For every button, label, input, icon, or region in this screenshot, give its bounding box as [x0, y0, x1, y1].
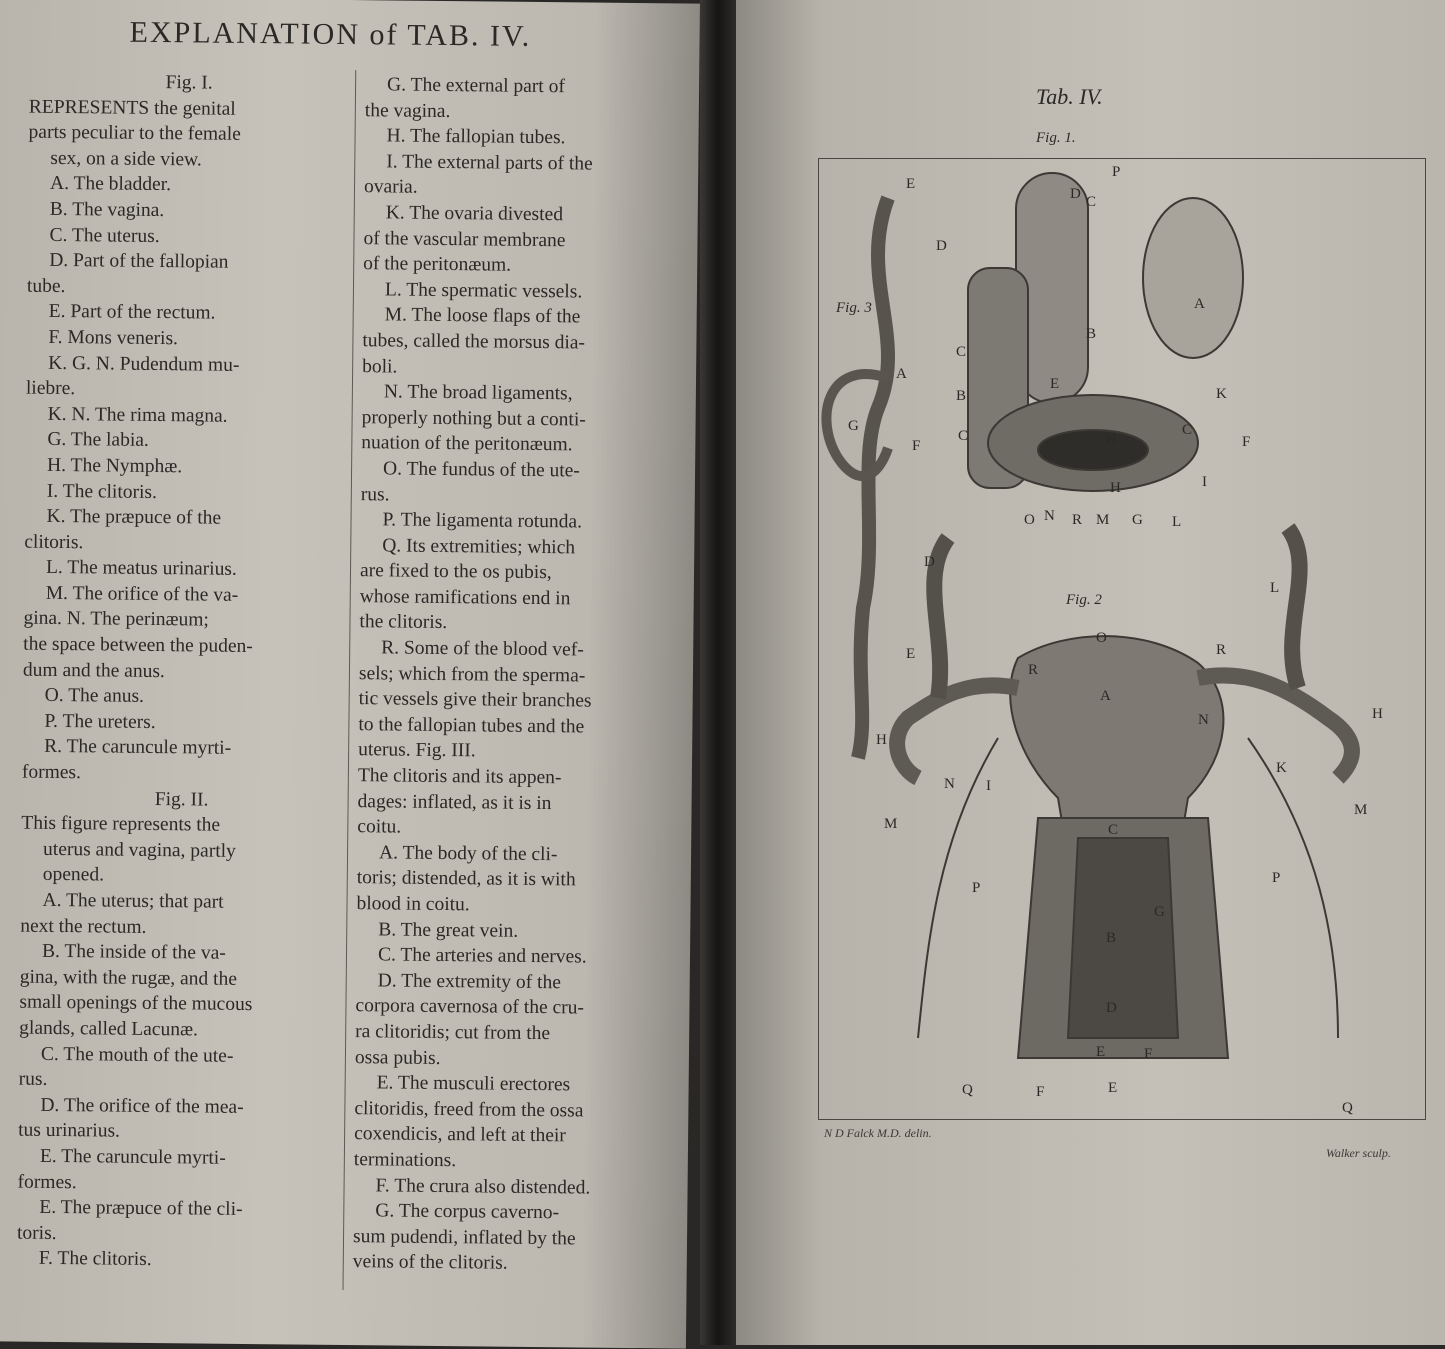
- plate-letter: L: [1270, 580, 1280, 596]
- text-line: Fig. II.: [154, 788, 209, 811]
- text-line: gina. N. The perinæum;: [23, 608, 210, 632]
- text-line: tic vessels give their branches: [358, 688, 592, 712]
- credit-delineator: N D Falck M.D. delin.: [824, 1126, 932, 1140]
- fig2-vagina-inner: [1068, 838, 1178, 1038]
- text-line: This figure represents the: [21, 812, 221, 836]
- text-line: C. The arteries and nerves.: [377, 944, 587, 968]
- plate-letter: I: [986, 778, 991, 794]
- plate-letter: D: [1070, 186, 1081, 202]
- text-line: glands, called Lacunæ.: [19, 1017, 199, 1041]
- fig1-orifice: [1038, 430, 1148, 470]
- plate-title: Tab. IV.: [1036, 84, 1103, 109]
- plate-letter: C: [958, 428, 969, 444]
- plate-letter: Q: [962, 1082, 973, 1098]
- explanation-column-1: [17, 69, 350, 1275]
- plate-letter: A: [1100, 688, 1111, 704]
- text-line: dages: inflated, as it is in: [357, 790, 552, 814]
- text-line: coxendicis, and left at their: [354, 1123, 566, 1147]
- text-line: small openings of the mucous: [19, 991, 253, 1016]
- fig1-bladder: [1143, 198, 1243, 358]
- text-line: F. The crura also distended.: [375, 1174, 591, 1199]
- text-line: R. Some of the blood vef-: [381, 637, 584, 661]
- text-line: E. The musculi erectores: [376, 1072, 571, 1096]
- plate-letter: M: [884, 816, 898, 832]
- text-line: opened.: [42, 864, 105, 886]
- plate-letter: H: [1110, 480, 1121, 496]
- text-line: sum pudendi, inflated by the: [352, 1225, 576, 1250]
- book-gutter: [700, 0, 736, 1345]
- text-line: The clitoris and its appen-: [357, 765, 562, 789]
- plate-letter: R: [1072, 512, 1083, 528]
- text-line: corpora cavernosa of the cru-: [355, 995, 585, 1019]
- text-line: C. The uterus.: [49, 224, 160, 247]
- fig1-label: Fig. 1.: [1036, 130, 1076, 146]
- plate-letter: B: [1086, 326, 1097, 342]
- text-line: ra clitoridis; cut from the: [355, 1021, 551, 1045]
- text-line: coitu.: [357, 816, 402, 838]
- text-line: rus.: [360, 483, 390, 505]
- text-line: REPRESENTS the genital: [28, 96, 236, 120]
- text-line: R. The caruncule myrti-: [44, 736, 232, 760]
- text-line: K. The ovaria divested: [385, 202, 564, 226]
- right-page: [736, 0, 1445, 1345]
- text-line: clitoris.: [24, 531, 84, 553]
- text-line: whose ramifications end in: [359, 586, 571, 610]
- text-line: terminations.: [353, 1149, 457, 1172]
- text-line: E. Part of the rectum.: [48, 301, 216, 324]
- plate-letter: F: [912, 438, 921, 454]
- text-line: N. The broad ligaments,: [383, 381, 573, 405]
- text-line: sex, on a side view.: [50, 147, 202, 171]
- plate-letter: O: [1096, 630, 1107, 646]
- text-line: next the rectum.: [20, 915, 147, 938]
- plate-letter: P: [1112, 164, 1121, 180]
- plate-letter: E: [906, 176, 916, 192]
- text-line: of the vascular membrane: [363, 227, 566, 251]
- text-line: O. The anus.: [44, 685, 145, 708]
- fig3-label: Fig. 3: [836, 300, 872, 316]
- plate-letter: Q: [1342, 1100, 1353, 1116]
- plate-letter: R: [1028, 662, 1039, 678]
- plate-letter: P: [1272, 870, 1281, 886]
- text-line: the vagina.: [364, 99, 451, 122]
- text-line: rus.: [18, 1068, 48, 1091]
- text-line: G. The external part of: [387, 74, 565, 98]
- plate-letter: I: [1202, 474, 1207, 490]
- text-line: the space between the puden-: [23, 633, 253, 658]
- fig2-ligament-right: [1248, 738, 1338, 1038]
- fig2-left-tube: [897, 685, 1018, 778]
- text-line: gina, with the rugæ, and the: [19, 966, 238, 990]
- plate-letter: G: [1154, 904, 1165, 920]
- text-line: A. The uterus; that part: [42, 889, 224, 913]
- text-line: clitoridis, freed from the ossa: [354, 1097, 584, 1122]
- text-line: uterus. Fig. III.: [358, 739, 476, 762]
- plate-letter: G: [848, 418, 859, 434]
- text-line: M. The orifice of the va-: [45, 582, 239, 606]
- plate-letter: F: [1036, 1084, 1045, 1100]
- plate-letter: H: [876, 732, 887, 748]
- plate-letter: E: [1096, 1044, 1106, 1060]
- text-line: formes.: [21, 761, 82, 784]
- text-line: tus urinarius.: [18, 1119, 121, 1142]
- plate-letter: A: [1194, 296, 1205, 312]
- explanation-column-2: [353, 72, 686, 1278]
- plate-letter: N: [1044, 508, 1055, 524]
- text-line: F. Mons veneris.: [48, 326, 179, 350]
- plate-letter: D: [924, 554, 935, 570]
- text-line: E. The præpuce of the cli-: [39, 1196, 243, 1221]
- plate-letter: N: [944, 776, 955, 792]
- text-line: toris.: [16, 1222, 57, 1244]
- text-line: tube.: [26, 275, 66, 297]
- text-line: K. G. N. Pudendum mu-: [48, 352, 240, 376]
- plate-letter: C: [1086, 194, 1097, 210]
- plate-letter: R: [1216, 642, 1227, 658]
- text-line: veins of the clitoris.: [352, 1251, 508, 1275]
- plate-letter: M: [1096, 512, 1110, 528]
- left-page: [0, 0, 700, 1349]
- fig2-right-ovary: [1288, 528, 1300, 688]
- text-line: A. The body of the cli-: [378, 842, 558, 866]
- text-line: G. The labia.: [47, 429, 149, 452]
- text-line: C. The mouth of the ute-: [40, 1043, 234, 1067]
- text-line: P. The ligamenta rotunda.: [382, 509, 583, 533]
- text-line: toris; distended, as it is with: [356, 867, 576, 891]
- text-line: K. N. The rima magna.: [47, 403, 228, 427]
- text-line: L. The spermatic vessels.: [384, 279, 583, 303]
- text-line: liebre.: [25, 377, 76, 400]
- plate-letter: C: [956, 344, 967, 360]
- plate-letter: E: [1108, 1080, 1118, 1096]
- fig2-left-ovary: [934, 538, 948, 698]
- text-line: uterus and vagina, partly: [42, 838, 236, 862]
- plate-letter: K: [1276, 760, 1287, 776]
- plate-letter: H: [1372, 706, 1383, 722]
- text-line: to the fallopian tubes and the: [358, 713, 585, 738]
- text-line: dum and the anus.: [22, 659, 165, 682]
- plate-letter: O: [1024, 512, 1035, 528]
- text-line: tubes, called the morsus dia-: [362, 330, 586, 354]
- plate-letter: A: [896, 366, 907, 382]
- text-line: blood in coitu.: [356, 893, 470, 916]
- plate-letter: B: [956, 388, 967, 404]
- text-line: properly nothing but a conti-: [361, 406, 586, 431]
- plate-letter: F: [1144, 1046, 1153, 1062]
- plate-letter: K: [1216, 386, 1227, 402]
- plate-letter: L: [1172, 514, 1182, 530]
- text-line: M. The loose flaps of the: [384, 304, 581, 328]
- plate-letter: B: [1106, 930, 1117, 946]
- plate-letter: G: [1132, 512, 1143, 528]
- text-line: H. The fallopian tubes.: [386, 125, 566, 149]
- text-line: nuation of the peritonæum.: [361, 432, 573, 456]
- page-heading: EXPLANATION of TAB. IV.: [129, 15, 532, 53]
- text-line: H. The Nymphæ.: [47, 454, 183, 478]
- credit-engraver: Walker sculp.: [1326, 1146, 1391, 1160]
- text-line: P. The ureters.: [44, 710, 156, 733]
- text-line: Q. Its extremities; which: [382, 535, 576, 559]
- text-line: B. The vagina.: [49, 198, 165, 222]
- text-line: ovaria.: [363, 176, 418, 199]
- plate-letter: D: [1106, 1000, 1117, 1016]
- plate-letter: F: [1242, 434, 1251, 450]
- plate-letter: M: [1354, 802, 1368, 818]
- text-line: K. The præpuce of the: [46, 505, 222, 529]
- text-line: I. The clitoris.: [46, 480, 158, 503]
- plate-letter: P: [972, 880, 981, 896]
- plate-letter: E: [1050, 376, 1060, 392]
- text-line: parts peculiar to the female: [28, 121, 241, 146]
- text-line: F. The clitoris.: [38, 1248, 152, 1271]
- text-line: A. The bladder.: [49, 173, 172, 196]
- text-line: I. The external parts of the: [386, 151, 593, 175]
- text-line: D. The extremity of the: [377, 970, 562, 994]
- anatomical-engraving: [818, 158, 1424, 1118]
- text-line: G. The corpus caverno-: [375, 1200, 560, 1224]
- text-line: B. The inside of the va-: [41, 941, 226, 964]
- text-line: the clitoris.: [359, 611, 448, 634]
- text-line: formes.: [17, 1171, 77, 1193]
- text-line: E. The caruncule myrti-: [39, 1145, 226, 1169]
- plate-letter: H: [1106, 432, 1117, 448]
- plate-letter: C: [1108, 822, 1119, 838]
- text-line: of the peritonæum.: [363, 253, 512, 276]
- text-line: Fig. I.: [165, 72, 213, 94]
- plate-letter: N: [1198, 712, 1209, 728]
- text-line: L. The meatus urinarius.: [45, 557, 237, 581]
- text-line: ossa pubis.: [354, 1046, 441, 1069]
- text-line: boli.: [362, 355, 398, 378]
- plate-letter: D: [936, 238, 947, 254]
- plate-letter: C: [1182, 422, 1193, 438]
- fig2-label: Fig. 2: [1066, 592, 1102, 608]
- text-line: sels; which from the sperma-: [358, 662, 586, 687]
- text-line: O. The fundus of the ute-: [382, 458, 580, 482]
- text-line: D. Part of the fallopian: [49, 250, 229, 273]
- plate-letter: E: [906, 646, 916, 662]
- text-line: B. The great vein.: [378, 918, 519, 942]
- text-line: D. The orifice of the mea-: [40, 1094, 244, 1118]
- text-line: are fixed to the os pubis,: [359, 560, 552, 584]
